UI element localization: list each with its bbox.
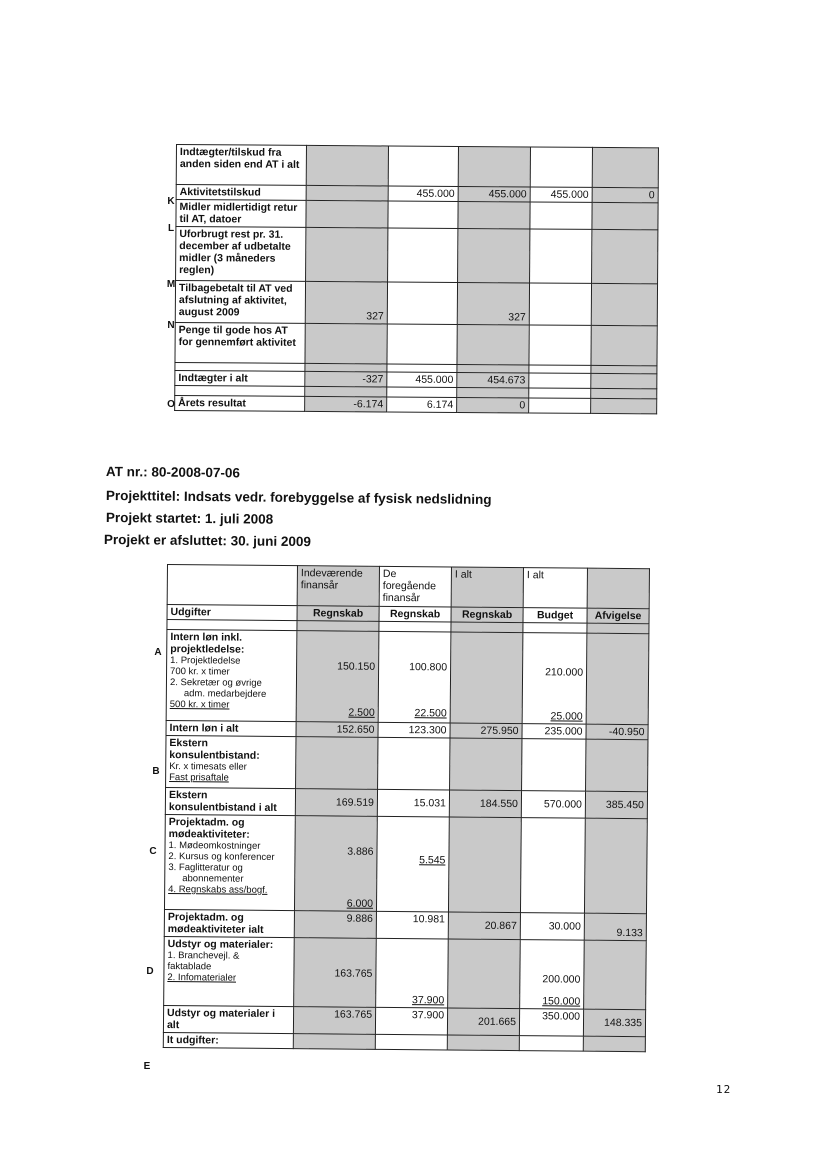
section-d-col3 bbox=[448, 939, 521, 1009]
project-ended: Projekt er afsluttet: 30. juni 2009 bbox=[103, 532, 312, 550]
cell: 169.519 bbox=[295, 789, 377, 817]
section-b-col5 bbox=[586, 739, 648, 792]
cell bbox=[388, 228, 458, 282]
section-b-col3 bbox=[450, 738, 522, 791]
section-c-title: Projektadm. og mødeaktiviteter: bbox=[168, 816, 250, 841]
cell bbox=[530, 229, 592, 283]
table-row bbox=[176, 145, 658, 188]
cell bbox=[530, 202, 592, 229]
section-a-item1: 1. Projektledelse bbox=[170, 655, 241, 667]
spacer-cell bbox=[379, 621, 451, 632]
cell: 25.000 bbox=[550, 710, 583, 723]
cell bbox=[458, 146, 530, 187]
row-label: Årets resultat bbox=[175, 395, 305, 411]
subheader-col4: Budget bbox=[523, 608, 587, 624]
section-d-item1: 1. Branchevejl. & bbox=[167, 950, 240, 962]
section-letter-d: D bbox=[146, 966, 154, 977]
section-a-item2c: 500 kr. x timer bbox=[169, 699, 230, 711]
cell: 163.765 bbox=[293, 1007, 375, 1035]
cell: 455.000 bbox=[388, 186, 458, 201]
row-label: Midler midlertidigt retur til AT, datoer bbox=[176, 200, 306, 228]
cell: 6.174 bbox=[387, 397, 457, 412]
cell: 275.950 bbox=[450, 723, 522, 739]
section-a-title: Intern løn inkl. projektledelse: bbox=[170, 631, 245, 656]
section-c-total-label: Projektadm. og mødeaktiviteter ialt bbox=[164, 909, 294, 937]
section-a-col3 bbox=[450, 632, 523, 724]
section-letter-b: B bbox=[152, 766, 160, 777]
cell bbox=[387, 387, 457, 397]
header-col2: De foregående finansår bbox=[379, 566, 451, 607]
section-c-label-cell bbox=[164, 814, 295, 910]
section-letter-e: E bbox=[143, 1061, 151, 1072]
table-row-section-d bbox=[164, 936, 647, 1009]
cell: 455.000 bbox=[530, 187, 592, 202]
table-row-section-e bbox=[163, 1032, 645, 1051]
cell bbox=[457, 324, 529, 365]
table-row-total-b bbox=[165, 787, 647, 818]
income-table bbox=[174, 144, 659, 414]
cell bbox=[306, 185, 388, 201]
section-d-col1 bbox=[294, 938, 377, 1008]
spacer-cell bbox=[587, 623, 649, 634]
at-number: AT nr.: 80-2008-07-06 bbox=[105, 464, 241, 481]
section-d-col5 bbox=[584, 940, 647, 1010]
cell bbox=[529, 388, 591, 398]
cell bbox=[591, 325, 657, 365]
page-number: 12 bbox=[716, 1083, 732, 1096]
section-a-col2 bbox=[378, 631, 451, 723]
cell bbox=[458, 228, 530, 283]
section-a-item2: 2. Sekretær og øvrige bbox=[169, 677, 262, 689]
subheader-col1: Regnskab bbox=[297, 606, 379, 622]
section-a-col1 bbox=[296, 631, 379, 723]
section-e-title: It udgifter: bbox=[163, 1032, 293, 1048]
section-c-col5 bbox=[584, 818, 647, 914]
cell bbox=[591, 373, 657, 388]
cell: 9.133 bbox=[584, 913, 646, 941]
cell: 37.900 bbox=[412, 994, 445, 1007]
cell bbox=[306, 200, 388, 228]
row-letter-n: N bbox=[167, 320, 175, 331]
row-label: Aktivitetstilskud bbox=[176, 185, 306, 201]
cell: 150.000 bbox=[542, 995, 581, 1008]
cell: 327 bbox=[457, 282, 529, 325]
cell: 0 bbox=[592, 187, 658, 202]
cell: 235.000 bbox=[522, 724, 586, 740]
cell bbox=[591, 283, 657, 325]
row-label: Indtægter/tilskud fra anden siden end AT i alt bbox=[176, 145, 306, 186]
table-row-section-c bbox=[164, 814, 647, 913]
cell bbox=[458, 201, 530, 229]
row-letter-k: K bbox=[167, 196, 175, 207]
section-a-item1b: 700 kr. x timer bbox=[170, 666, 230, 678]
cell bbox=[306, 227, 388, 282]
cell: 200.000 bbox=[542, 973, 581, 986]
cell: 5.545 bbox=[419, 854, 446, 867]
cell: 455.000 bbox=[387, 372, 457, 387]
cell: 201.665 bbox=[447, 1008, 519, 1036]
header-col4: I alt bbox=[523, 568, 587, 609]
header-col3: I alt bbox=[451, 567, 523, 608]
row-letter-m: M bbox=[166, 279, 176, 290]
cell bbox=[457, 387, 529, 398]
cell: -327 bbox=[305, 371, 387, 387]
section-a-col4 bbox=[522, 633, 587, 725]
row-label: Indtægter i alt bbox=[175, 370, 305, 386]
table-row-section-b bbox=[166, 735, 648, 791]
cell bbox=[305, 386, 387, 397]
spacer-cell bbox=[451, 622, 523, 633]
section-d-col2 bbox=[376, 938, 449, 1008]
cell: 385.450 bbox=[585, 791, 647, 819]
section-e-col5 bbox=[583, 1036, 645, 1052]
cell: 570.000 bbox=[521, 791, 585, 819]
section-a-item2b: adm. medarbejdere bbox=[183, 688, 267, 700]
table-row bbox=[175, 281, 657, 326]
table-row-total-c bbox=[164, 909, 646, 940]
table-header-row bbox=[167, 565, 649, 609]
section-b-col1 bbox=[296, 737, 378, 790]
section-letter-c: C bbox=[149, 846, 157, 857]
header-col1: Indeværende finansår bbox=[297, 566, 379, 607]
cell: -40.950 bbox=[586, 724, 648, 740]
cell bbox=[529, 398, 591, 413]
cell bbox=[529, 373, 591, 388]
cell: 10.981 bbox=[376, 911, 448, 939]
cell: 327 bbox=[305, 281, 387, 324]
section-d-total-label: Udstyr og materialer i alt bbox=[163, 1005, 293, 1033]
cell bbox=[388, 146, 458, 186]
cell bbox=[592, 147, 658, 187]
row-label: Tilbagebetalt til AT ved afslutning af aktivitet, august 2009 bbox=[175, 281, 305, 324]
section-e-col1 bbox=[293, 1034, 375, 1050]
cell bbox=[388, 201, 458, 228]
cell: 455.000 bbox=[458, 186, 530, 202]
cell: 22.500 bbox=[414, 707, 447, 720]
section-c-item4: 4. Regnskabs ass/bogf. bbox=[168, 884, 268, 896]
cell bbox=[529, 283, 591, 325]
section-c-item2: 2. Kursus og konferencer bbox=[168, 851, 275, 863]
cell: 350.000 bbox=[519, 1009, 583, 1037]
section-a-total-label: Intern løn i alt bbox=[166, 720, 296, 736]
section-c-item3b: abonnementer bbox=[182, 873, 244, 885]
table-row bbox=[176, 200, 658, 230]
cell bbox=[387, 324, 457, 364]
section-b-item2: Fast prisaftale bbox=[169, 772, 229, 784]
cell: 148.335 bbox=[583, 1009, 645, 1037]
section-b-title: Ekstern konsulentbistand: bbox=[169, 737, 260, 762]
section-c-item3: 3. Faglitteratur og bbox=[168, 862, 243, 874]
cell: 9.886 bbox=[294, 911, 376, 939]
section-d-title: Udstyr og materialer: bbox=[167, 938, 274, 951]
table-row bbox=[175, 322, 657, 365]
cell: 152.650 bbox=[296, 722, 378, 738]
row-letter-l: L bbox=[167, 223, 175, 234]
expenses-table bbox=[163, 564, 650, 1052]
row-label: Uforbrugt rest pr. 31. december af udbetalte midler (3 måneders reglen) bbox=[176, 227, 306, 282]
cell bbox=[591, 388, 657, 398]
cell: 37.900 bbox=[375, 1007, 447, 1035]
cell: 15.031 bbox=[377, 789, 449, 817]
cell: 6.000 bbox=[346, 897, 374, 910]
row-letter-o: O bbox=[167, 399, 175, 410]
cell bbox=[381, 850, 446, 851]
cell: 100.800 bbox=[409, 661, 448, 674]
section-b-item1: Kr. x timesats eller bbox=[169, 761, 247, 773]
cell: 3.886 bbox=[347, 845, 374, 858]
cell: 30.000 bbox=[520, 913, 584, 941]
cell: 163.765 bbox=[334, 967, 373, 980]
section-c-item1: 1. Mødeomkostninger bbox=[168, 840, 261, 852]
cell bbox=[530, 147, 592, 187]
row-label: Penge til gode hos AT for gennemført aktivitet bbox=[175, 322, 305, 363]
header-blank bbox=[167, 565, 297, 606]
spacer-cell bbox=[297, 621, 379, 632]
section-d-label-cell bbox=[164, 936, 295, 1006]
subheader-col3: Regnskab bbox=[451, 607, 523, 623]
subheader-col2: Regnskab bbox=[379, 606, 451, 622]
cell bbox=[591, 398, 657, 413]
project-title: Projekttitel: Indsats vedr. forebyggelse af fysisk nedslidning bbox=[105, 488, 492, 508]
udgifter-label: Udgifter bbox=[167, 605, 297, 621]
table-row bbox=[176, 227, 658, 284]
section-b-col2 bbox=[378, 737, 450, 790]
section-d-col4 bbox=[520, 940, 585, 1010]
cell: 210.000 bbox=[545, 666, 584, 679]
section-e-col2 bbox=[375, 1034, 447, 1050]
spacer-cell bbox=[523, 623, 587, 634]
cell bbox=[592, 202, 658, 229]
section-c-col1 bbox=[294, 816, 377, 912]
cell: 123.300 bbox=[378, 722, 450, 738]
cell: -6.174 bbox=[305, 396, 387, 412]
project-started: Projekt startet: 1. juli 2008 bbox=[105, 510, 274, 527]
table-row-section-a bbox=[166, 630, 649, 725]
cell: 150.150 bbox=[337, 660, 376, 673]
header-col5 bbox=[587, 568, 649, 609]
cell bbox=[592, 229, 658, 283]
table-row-total-d bbox=[163, 1005, 645, 1036]
section-c-col4 bbox=[520, 818, 585, 914]
cell: 2.500 bbox=[348, 706, 375, 719]
cell: 184.550 bbox=[449, 790, 521, 818]
section-b-col4 bbox=[522, 739, 586, 792]
table-row bbox=[175, 395, 657, 413]
cell: 454.673 bbox=[457, 372, 529, 388]
section-b-total-label: Ekstern konsulentbistand i alt bbox=[165, 787, 295, 815]
section-c-col3 bbox=[448, 817, 521, 913]
subheader-col5: Afvigelse bbox=[587, 608, 649, 624]
section-e-col4 bbox=[519, 1036, 583, 1052]
section-d-item2: 2. Infomaterialer bbox=[167, 972, 237, 984]
section-a-label-cell bbox=[166, 630, 297, 722]
section-letter-a: A bbox=[154, 647, 162, 658]
cell: 0 bbox=[457, 397, 529, 413]
section-b-label-cell bbox=[166, 735, 296, 788]
section-e-col3 bbox=[447, 1035, 519, 1051]
cell bbox=[306, 145, 388, 186]
cell: 20.867 bbox=[448, 912, 520, 940]
cell bbox=[529, 325, 591, 365]
cell bbox=[305, 323, 387, 364]
cell bbox=[387, 282, 457, 324]
section-a-col5 bbox=[586, 633, 649, 725]
section-c-col2 bbox=[376, 816, 449, 912]
section-d-item1b: faktablade bbox=[167, 961, 212, 973]
